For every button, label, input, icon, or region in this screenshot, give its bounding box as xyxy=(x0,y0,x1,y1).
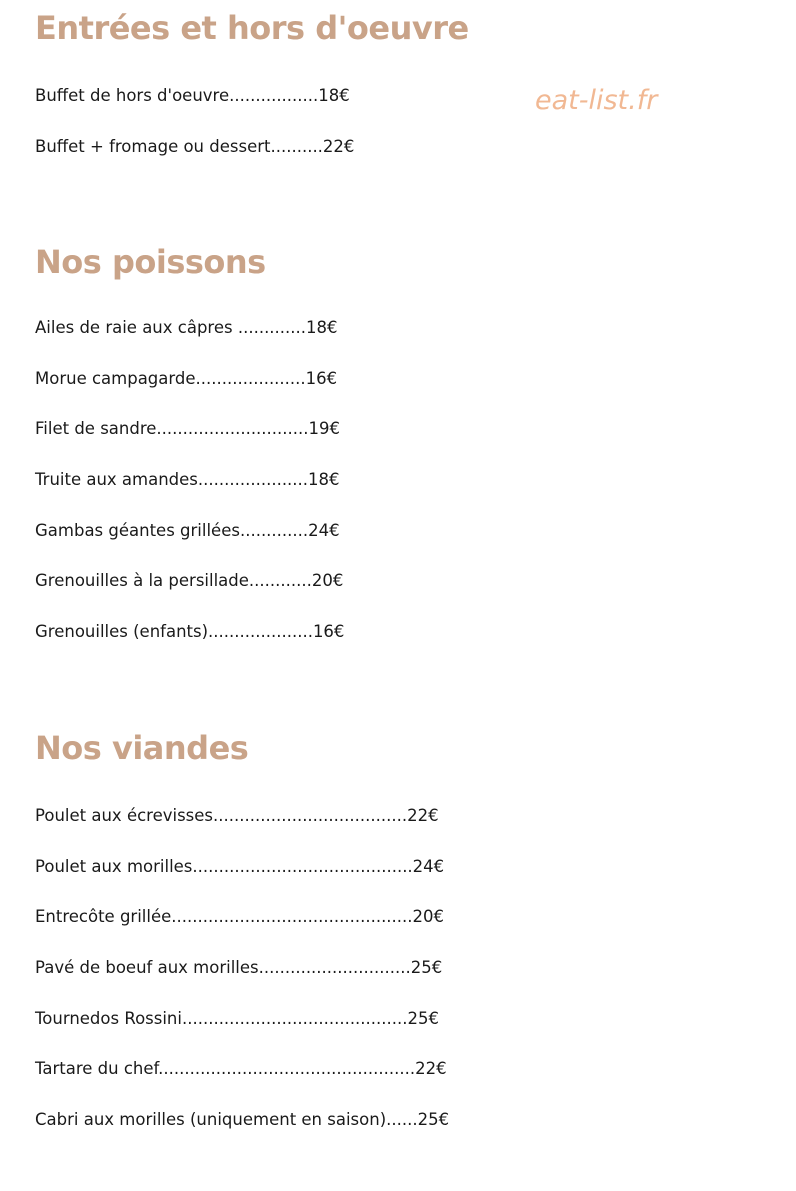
menu-item: Morue campagarde.....................16€ xyxy=(35,368,338,388)
section-title: Nos poissons xyxy=(35,243,266,281)
menu-item: Entrecôte grillée..............................................20€ xyxy=(35,907,445,927)
section-title: Entrées et hors d'oeuvre xyxy=(35,9,469,47)
menu-item: Tartare du chef.................................................22€ xyxy=(35,1059,447,1079)
section-entrees xyxy=(35,8,469,187)
menu-item: Ailes de raie aux câpres .............18€ xyxy=(35,318,338,337)
menu-item: Poulet aux écrevisses.....................................22€ xyxy=(35,806,439,825)
menu-item: Grenouilles (enfants)....................16€ xyxy=(35,622,345,642)
menu-list xyxy=(35,806,449,1161)
menu-item: Buffet + fromage ou dessert..........22€ xyxy=(35,136,355,156)
menu-item: Tournedos Rossini...........................................25€ xyxy=(35,1008,440,1028)
menu-item: Grenouilles à la persillade............20€ xyxy=(35,571,344,591)
watermark-logo: eat-list.fr xyxy=(535,85,658,116)
menu-item: Cabri aux morilles (uniquement en saison)......25€ xyxy=(35,1110,450,1130)
menu-item: Buffet de hors d'oeuvre.................18€ xyxy=(35,86,350,105)
menu-list xyxy=(35,318,344,673)
menu-item: Filet de sandre.............................19€ xyxy=(35,419,341,439)
menu-item: Poulet aux morilles..........................................24€ xyxy=(35,856,445,876)
section-poissons xyxy=(35,242,344,673)
section-title: Nos viandes xyxy=(35,729,249,767)
section-viandes xyxy=(35,728,449,1161)
menu-list xyxy=(35,86,469,187)
menu-item: Gambas géantes grillées.............24€ xyxy=(35,520,340,540)
menu-item: Truite aux amandes.....................18€ xyxy=(35,470,340,490)
menu-item: Pavé de boeuf aux morilles.............................25€ xyxy=(35,958,443,978)
